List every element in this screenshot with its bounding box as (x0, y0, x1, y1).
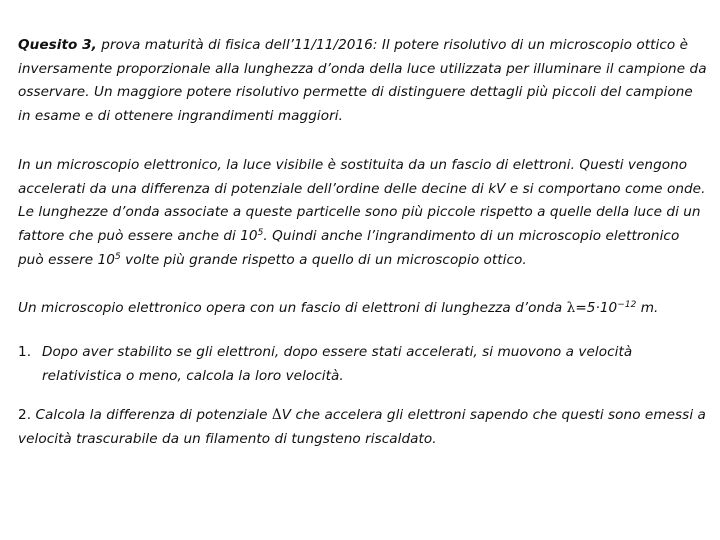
question-2-text-a: Calcola la differenza di potenziale (31, 407, 272, 424)
question-1-text: Dopo aver stabilito se gli elettroni, dopo essere stati accelerati, si muovono a velocità relativistica o meno, calcola la loro velocità. (42, 344, 633, 384)
wavelength-value: =5·10 (575, 300, 618, 317)
wavelength-text: Un microscopio elettronico opera con un fascio di elettroni di lunghezza d’onda (18, 300, 567, 317)
electron-text-b: . Quindi anche l’ingrandimento di un microscopio elettronico può essere 10 (18, 227, 680, 268)
question-2-text-b: V che accelera gli elettroni sapendo che questi sono emessi a velocità trascurabile da un filamento di tungsteno riscaldato. (18, 407, 706, 448)
document-body (18, 34, 708, 452)
electron-text-c: volte più grande rispetto a quello di un microscopio ottico. (120, 251, 527, 268)
wavelength-exponent: −12 (617, 300, 637, 311)
intro-text: prova maturità di fisica dell’11/11/2016: Il potere risolutivo di un microscopio ottico è inversamente proporzionale alla lunghezza d’onda della luce utilizzata per illuminare il campione da osservare. Un maggiore potere risolutivo permette di distinguere dettagli più piccoli del campione in esame e di ottenere ingrandimenti maggiori. (18, 37, 707, 125)
wavelength-unit: m. (636, 300, 659, 317)
intro-paragraph (18, 34, 708, 129)
exponent-1: 5 (257, 227, 264, 238)
exponent-2: 5 (115, 251, 121, 262)
delta-symbol: Δ (271, 407, 282, 424)
question-1-number: 1. (18, 344, 32, 361)
electron-microscope-paragraph (18, 154, 708, 273)
electron-text-a: In un microscopio elettronico, la luce visibile è sostituita da un fascio di elettroni. Questi vengono accelerati da una differenza di potenziale dell’ordine delle decine di kV e si comportano come onde. Le lunghezze d’onda associate a queste particelle sono più piccole rispetto a quelle della luce di un fattore che può essere anche di 10 (18, 156, 706, 244)
question-2 (18, 404, 708, 451)
lambda-symbol: λ (566, 300, 576, 317)
wavelength-statement (18, 297, 708, 321)
question-2-number: 2. (18, 407, 32, 424)
question-heading: Quesito 3, (18, 37, 97, 53)
question-1 (18, 341, 708, 388)
